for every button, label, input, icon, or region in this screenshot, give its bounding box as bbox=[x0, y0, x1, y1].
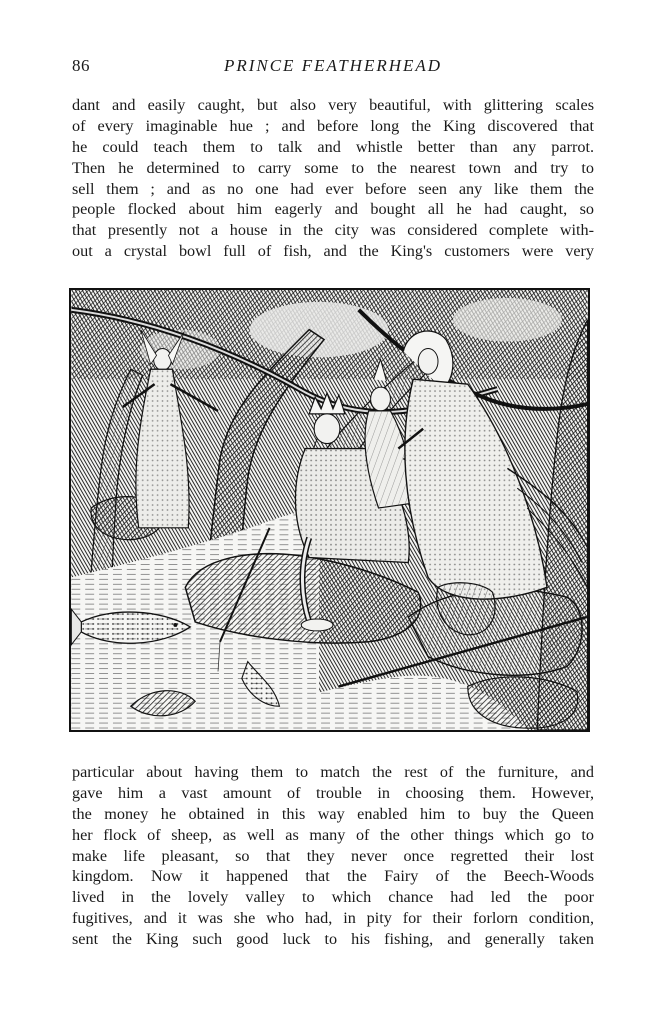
text-line: he could teach them to talk and whistle better than any parrot. bbox=[72, 137, 594, 156]
text-line: fugitives, and it was she who had, in pity for their forlorn condition, bbox=[72, 909, 594, 928]
text-line: kingdom. Now it happened that the Fairy of the Beech-Woods bbox=[72, 867, 594, 886]
forest-fishing-scene bbox=[71, 290, 588, 730]
paragraph-top bbox=[72, 95, 594, 262]
text-line: Then he determined to carry some to the nearest town and try to bbox=[72, 158, 594, 177]
paragraph-bottom bbox=[72, 762, 594, 950]
text-line: out a crystal bowl full of fish, and the King's customers were very bbox=[72, 242, 594, 261]
text-line: her flock of sheep, as well as many of the other things which go to bbox=[72, 825, 594, 844]
text-line: sell them ; and as no one had ever before seen any like them the bbox=[72, 179, 594, 198]
text-line: make life pleasant, so that they never once regretted their lost bbox=[72, 846, 594, 865]
text-line: dant and easily caught, but also very beautiful, with glittering scales bbox=[72, 96, 594, 114]
text-line: the money he obtained in this way enabled him to buy the Queen bbox=[72, 804, 594, 823]
text-line: particular about having them to match the rest of the furniture, and bbox=[72, 763, 594, 781]
page-header bbox=[72, 56, 594, 80]
text-line: lived in the lovely valley to which chance had led the poor bbox=[72, 888, 594, 907]
text-line: gave him a vast amount of trouble in choosing them. However, bbox=[72, 783, 594, 802]
text-line: that presently not a house in the city was considered complete with- bbox=[72, 221, 594, 240]
text-line: of every imaginable hue ; and before long the King discovered that bbox=[72, 116, 594, 135]
text-line: people flocked about him eagerly and bought all he had caught, so bbox=[72, 200, 594, 219]
text-line: sent the King such good luck to his fishing, and generally taken bbox=[72, 930, 594, 949]
page-number: 86 bbox=[72, 56, 90, 75]
running-title: PRINCE FEATHERHEAD bbox=[223, 56, 443, 75]
engraving-illustration bbox=[69, 288, 590, 732]
